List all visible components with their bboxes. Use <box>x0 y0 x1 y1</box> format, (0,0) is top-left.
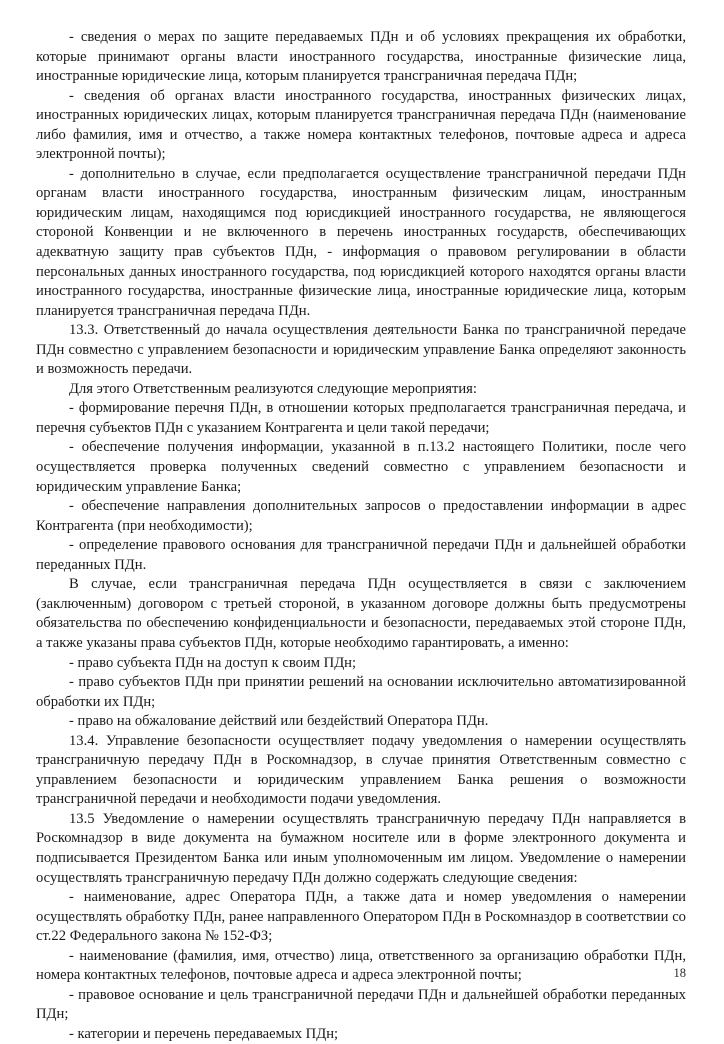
paragraph: Для этого Ответственным реализуются следующие мероприятия: <box>69 380 477 397</box>
paragraph: - наименование (фамилия, имя, отчество) лица, ответственного за организацию обработки ПДн, номера контактных телефонов, почтовые адреса и адреса электронной почты; <box>36 947 686 984</box>
paragraph: - право на обжалование действий или бездействий Оператора ПДн. <box>69 713 489 730</box>
paragraph: - право субъекта ПДн на доступ к своим ПДн; <box>69 654 357 671</box>
paragraph-section-13-4: 13.4. Управление безопасности осуществляет подачу уведомления о намерении осуществлять трансграничную передачу ПДн в Роскомнадзор, в случае принятия Ответственным совместно с управлением безопасности и юридическим управлением Банка решения о возможности трансграничной передачи и необходимости подачи уведомления. <box>36 732 686 808</box>
page-number: 18 <box>673 966 686 980</box>
paragraph: - категории и перечень передаваемых ПДн; <box>69 1025 339 1042</box>
paragraph: - обеспечение направления дополнительных запросов о предоставлении информации в адрес Контрагента (при необходимости); <box>36 498 686 534</box>
paragraph: - формирование перечня ПДн, в отношении которых предполагается трансграничная передача, и перечня субъектов ПДн с указанием Контрагента и цели такой передачи; <box>36 400 686 436</box>
paragraph-section-13-5: 13.5 Уведомление о намерении осуществлять трансграничную передачу ПДн направляется в Роскомнадзор в виде документа на бумажном носителе или в форме электронного документа и подписывается Президентом Банка или иным уполномоченным им лицом. Уведомление о намерении осуществлять трансграничную передачу ПДн должно содержать следующие сведения: <box>36 810 686 886</box>
paragraph: - определение правового основания для трансграничной передачи ПДн и дальнейшей обработки переданных ПДн. <box>36 537 686 573</box>
paragraph: В случае, если трансграничная передача ПДн осуществляется в связи с заключением (заключенным) договором с третьей стороной, в указанном договоре должны быть предусмотрены обязательства по обеспечению конфиденциальности и безопасности, передаваемых этой стороне ПДн, а также указаны права субъектов ПДн, которые необходимо гарантировать, а именно: <box>36 576 686 651</box>
paragraph: - правовое основание и цель трансграничной передачи ПДн и дальнейшей обработки переданных ПДн; <box>36 986 686 1023</box>
paragraph: - обеспечение получения информации, указанной в п.13.2 настоящего Политики, после чего осуществляется проверка полученных сведений совместно с управлением безопасности и юридическим управление Банка; <box>36 439 686 495</box>
paragraph: - сведения об органах власти иностранного государства, иностранных физических лицах, иностранных юридических лицах, которым планируется трансграничная передача ПДн (наименование либо фамилия, имя и отчество, а также номера контактных телефонов, почтовые адреса и адреса электронной почты); <box>36 87 686 163</box>
paragraph-section-13-3: 13.3. Ответственный до начала осуществления деятельности Банка по трансграничной передаче ПДн совместно с управлением безопасности и юридическим управление Банка определяют законность и возможность передачи. <box>36 322 686 378</box>
paragraph: - наименование, адрес Оператора ПДн, а также дата и номер уведомления о намерении осуществлять обработку ПДн, ранее направленного Оператором ПДн в Роскомназдор в соответствии со ст.22 Федерального закона № 152-ФЗ; <box>36 889 686 945</box>
paragraph: - право субъектов ПДн при принятии решений на основании исключительно автоматизированной обработки их ПДн; <box>36 674 686 710</box>
paragraph: - сведения о мерах по защите передаваемых ПДн и об условиях прекращения их обработки, которые принимают органы власти иностранного государства, иностранные физические лица, иностранные юридические лица, которым планируется трансграничная передача ПДн; <box>36 29 686 85</box>
paragraph: - дополнительно в случае, если предполагается осуществление трансграничной передачи ПДн органам власти иностранного государства, иностранным физическим лицам, иностранным юридическим лицам, находящимся под юрисдикцией иностранного государства, не являющегося стороной Конвенции и не включенного в перечень иностранных государств, обеспечивающих адекватную защиту прав субъектов ПДн, - информация о правовом регулировании в области персональных данных иностранного государства, под юрисдикцией которого находятся органы власти иностранного государства, иностранные физические лица, иностранные юридические лица, которым планируется трансграничная передача ПДн. <box>36 165 686 319</box>
page-body-text <box>36 28 686 1044</box>
